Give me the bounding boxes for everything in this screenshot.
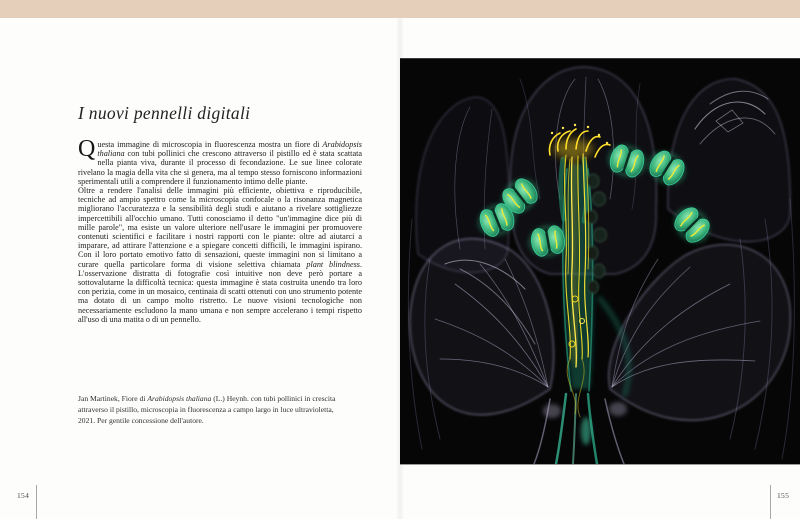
paragraph-1 xyxy=(78,136,362,186)
folio-rule-right xyxy=(770,485,771,519)
flower-illustration xyxy=(400,59,800,464)
drop-cap: Q xyxy=(78,136,96,162)
image-caption: Jan Martinek, Fiore di Arabidopsis thaliana (L.) Heynh. con tubi pollinici in crescita attraverso il pistillo, microscopia in fluorescenza a campo largo in luce ultravioletta, 2021. Per gentile concessione dell'autore. xyxy=(78,394,336,426)
background-strip xyxy=(0,0,800,18)
paragraph-2: Oltre a rendere l'analisi delle immagini più efficiente, obiettiva e riproducibile, tecniche ad ampio spettro come la microscopia confocale o la risonanza magnetica migliorano l'accuratezza e la sensibilità degli studi e aiutano a rivelare sottigliezze impercettibili all'occhio umano. Tutti conosciamo il detto "un'immagine dice più di mille parole", ma esiste un valore ulteriore nell'usare le immagini per promuovere contenuti scientifici e facilitare i nostri rapporti con le piante: oltre ad aiutarci a imparare, ad attirare l'attenzione e a spiegare concetti difficili, le immagini ispirano. Con il loro portato emotivo fatto di sensazioni, queste immagini non si limitano a curare quella particolare forma di visione selettiva chiamata plant blindness. L'osservazione distratta di fotografie così intuitive non deve però portare a sottovalutarne la difficoltà tecnica: questa immagine è stata costruita unendo tra loro con perizia, come in un mosaico, centinaia di scatti ottenuti con uno strumento potente ma dotato di un campo molto ristretto. Le nuove visioni tecnologiche non necessariamente escludono la mano umana e non sempre accelerano i tempi rispetto all'uso di una matita o di un pennello. xyxy=(78,186,362,324)
body-text xyxy=(78,136,362,324)
chapter-title: I nuovi pennelli digitali xyxy=(78,103,251,123)
folio-rule-left xyxy=(36,485,37,519)
page-number-right: 155 xyxy=(777,491,790,500)
fluorescence-photo xyxy=(400,58,800,465)
page-number-left: 154 xyxy=(17,491,30,500)
paragraph-1-text: uesta immagine di microscopia in fluorescenza mostra un fiore di Arabidopsis thaliana con tubi pollinici che crescono attraverso il pistillo ed è stata scattata nella pianta viva, durante il processo di fecondazione. Le sue linee colorate rivelano la magia della vita che si genera, ma al tempo stesso forniscono informazioni sperimentali utili a comprendere il funzionamento intimo delle piante. xyxy=(78,140,362,186)
